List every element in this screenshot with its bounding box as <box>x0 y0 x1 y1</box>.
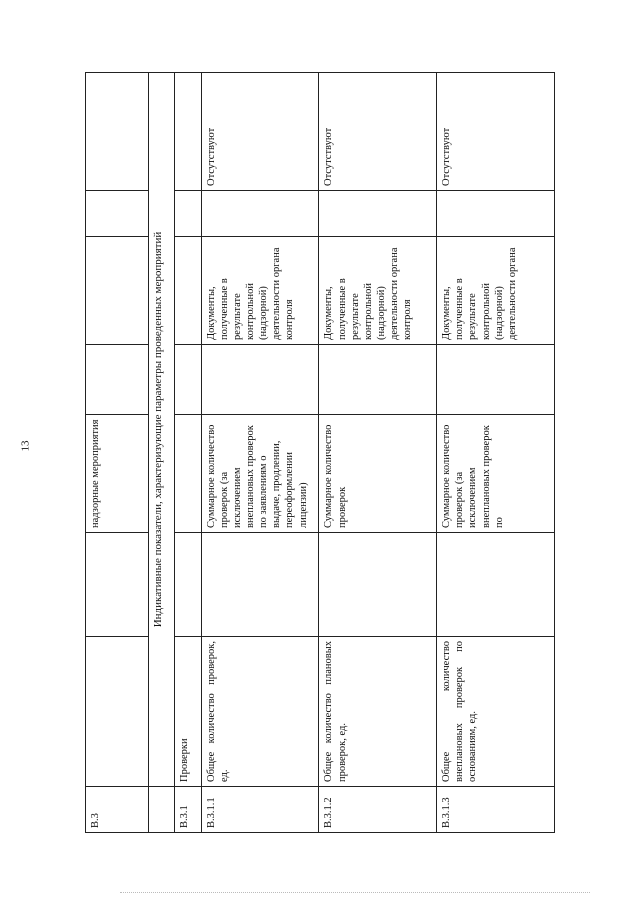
row-code: В.3.1.2 <box>319 787 437 833</box>
section-empty <box>174 191 201 237</box>
header-empty <box>86 237 149 345</box>
footer-scan-line <box>120 892 590 894</box>
section-title: Проверки <box>174 637 201 787</box>
row-code: В.3.1.3 <box>437 787 555 833</box>
header-code: В.3 <box>86 787 149 833</box>
row-empty <box>201 345 319 415</box>
row-empty <box>319 191 437 237</box>
table-row <box>437 73 555 833</box>
header-measures: надзорные мероприятия <box>86 415 149 533</box>
row-name: Общее количество внеплановых проверок по основаниям, ед. <box>437 637 555 787</box>
header-empty <box>86 191 149 237</box>
indicators-table <box>85 72 555 833</box>
page-number: 13 <box>19 440 32 452</box>
row-formula: Суммарное количество проверок <box>319 415 437 533</box>
row-empty <box>201 191 319 237</box>
band-empty <box>149 787 174 833</box>
row-source: Документы, полученные в результате контрольной (надзорной) деятельности органа контроля <box>201 237 319 345</box>
row-empty <box>201 533 319 637</box>
header-row <box>86 73 149 833</box>
row-source: Документы, полученные в результате контрольной (надзорной) деятельности органа контроля <box>319 237 437 345</box>
header-empty <box>86 345 149 415</box>
row-empty <box>437 191 555 237</box>
row-note: Отсутствуют <box>319 73 437 191</box>
band-title: Индикативные показатели, характеризующие параметры проведенных мероприятий <box>149 73 174 787</box>
row-note: Отсутствуют <box>437 73 555 191</box>
row-empty <box>437 345 555 415</box>
row-code: В.3.1.1 <box>201 787 319 833</box>
section-empty <box>174 533 201 637</box>
table-row <box>319 73 437 833</box>
section-empty <box>174 345 201 415</box>
row-source: Документы, полученные в результате контрольной (надзорной) деятельности органа <box>437 237 555 345</box>
table-row <box>201 73 319 833</box>
row-formula: Суммарное количество проверок (за исключением внеплановых проверок по заявлениям о выдаче, продлении, переоформлении лицензии) <box>201 415 319 533</box>
row-formula: Суммарное количество проверок (за исключением внеплановых проверок по <box>437 415 555 533</box>
row-name: Общее количество проверок, ед. <box>201 637 319 787</box>
section-empty <box>174 237 201 345</box>
row-empty <box>319 345 437 415</box>
section-row <box>174 73 201 833</box>
band-row <box>149 73 174 833</box>
row-note: Отсутствуют <box>201 73 319 191</box>
header-empty <box>86 73 149 191</box>
row-name: Общее количество плановых проверок, ед. <box>319 637 437 787</box>
row-empty <box>437 533 555 637</box>
row-empty <box>319 533 437 637</box>
section-code: В.3.1 <box>174 787 201 833</box>
header-name <box>86 637 149 787</box>
section-empty <box>174 415 201 533</box>
header-empty <box>86 533 149 637</box>
rotated-sheet <box>85 73 555 833</box>
section-empty <box>174 73 201 191</box>
